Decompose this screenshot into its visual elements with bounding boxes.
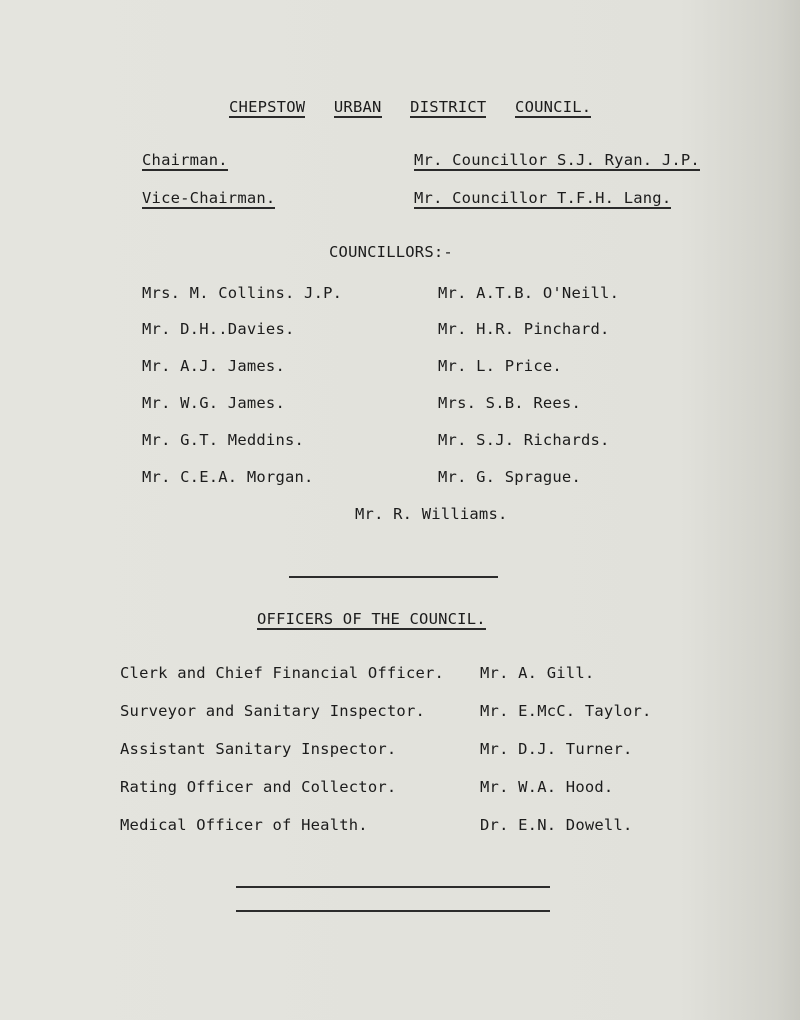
officer-role: Rating Officer and Collector. — [120, 778, 397, 796]
councillor-left: Mr. G.T. Meddins. — [142, 431, 305, 449]
officer-name: Mr. D.J. Turner. — [480, 740, 633, 758]
chairman-label: Chairman. — [142, 151, 228, 169]
officer-role: Assistant Sanitary Inspector. — [120, 740, 397, 758]
title-word-chepstow: CHEPSTOW — [229, 98, 306, 116]
officer-name: Mr. W.A. Hood. — [480, 778, 614, 796]
officers-heading: OFFICERS OF THE COUNCIL. — [257, 610, 486, 628]
chairman-name: Mr. Councillor S.J. Ryan. J.P. — [414, 151, 700, 169]
officer-role: Clerk and Chief Financial Officer. — [120, 664, 445, 682]
councillor-left: Mr. C.E.A. Morgan. — [142, 468, 314, 486]
councillor-left: Mr. A.J. James. — [142, 357, 285, 375]
officer-role: Medical Officer of Health. — [120, 816, 368, 834]
officer-role: Surveyor and Sanitary Inspector. — [120, 702, 426, 720]
councillor-left: Mrs. M. Collins. J.P. — [142, 284, 343, 302]
bottom-rule-2 — [236, 910, 550, 912]
vice-chairman-label: Vice-Chairman. — [142, 189, 276, 207]
councillor-right: Mr. H.R. Pinchard. — [438, 320, 610, 338]
councillor-left: Mr. W.G. James. — [142, 394, 285, 412]
councillor-right: Mr. L. Price. — [438, 357, 562, 375]
bottom-rule-1 — [236, 886, 550, 888]
councillor-left: Mr. D.H..Davies. — [142, 320, 295, 338]
officer-name: Mr. A. Gill. — [480, 664, 595, 682]
section-divider — [289, 576, 498, 578]
title-word-district: DISTRICT — [410, 98, 487, 116]
councillors-heading: COUNCILLORS:- — [329, 243, 453, 261]
councillor-right: Mr. S.J. Richards. — [438, 431, 610, 449]
councillor-right: Mr. A.T.B. O'Neill. — [438, 284, 620, 302]
document-title — [229, 98, 591, 116]
vice-chairman-name: Mr. Councillor T.F.H. Lang. — [414, 189, 672, 207]
councillor-center: Mr. R. Williams. — [355, 505, 508, 523]
officer-name: Mr. E.McC. Taylor. — [480, 702, 652, 720]
councillor-right: Mr. G. Sprague. — [438, 468, 581, 486]
officer-name: Dr. E.N. Dowell. — [480, 816, 633, 834]
councillor-right: Mrs. S.B. Rees. — [438, 394, 581, 412]
title-word-urban: URBAN — [333, 98, 382, 116]
title-word-council: COUNCIL. — [515, 98, 592, 116]
